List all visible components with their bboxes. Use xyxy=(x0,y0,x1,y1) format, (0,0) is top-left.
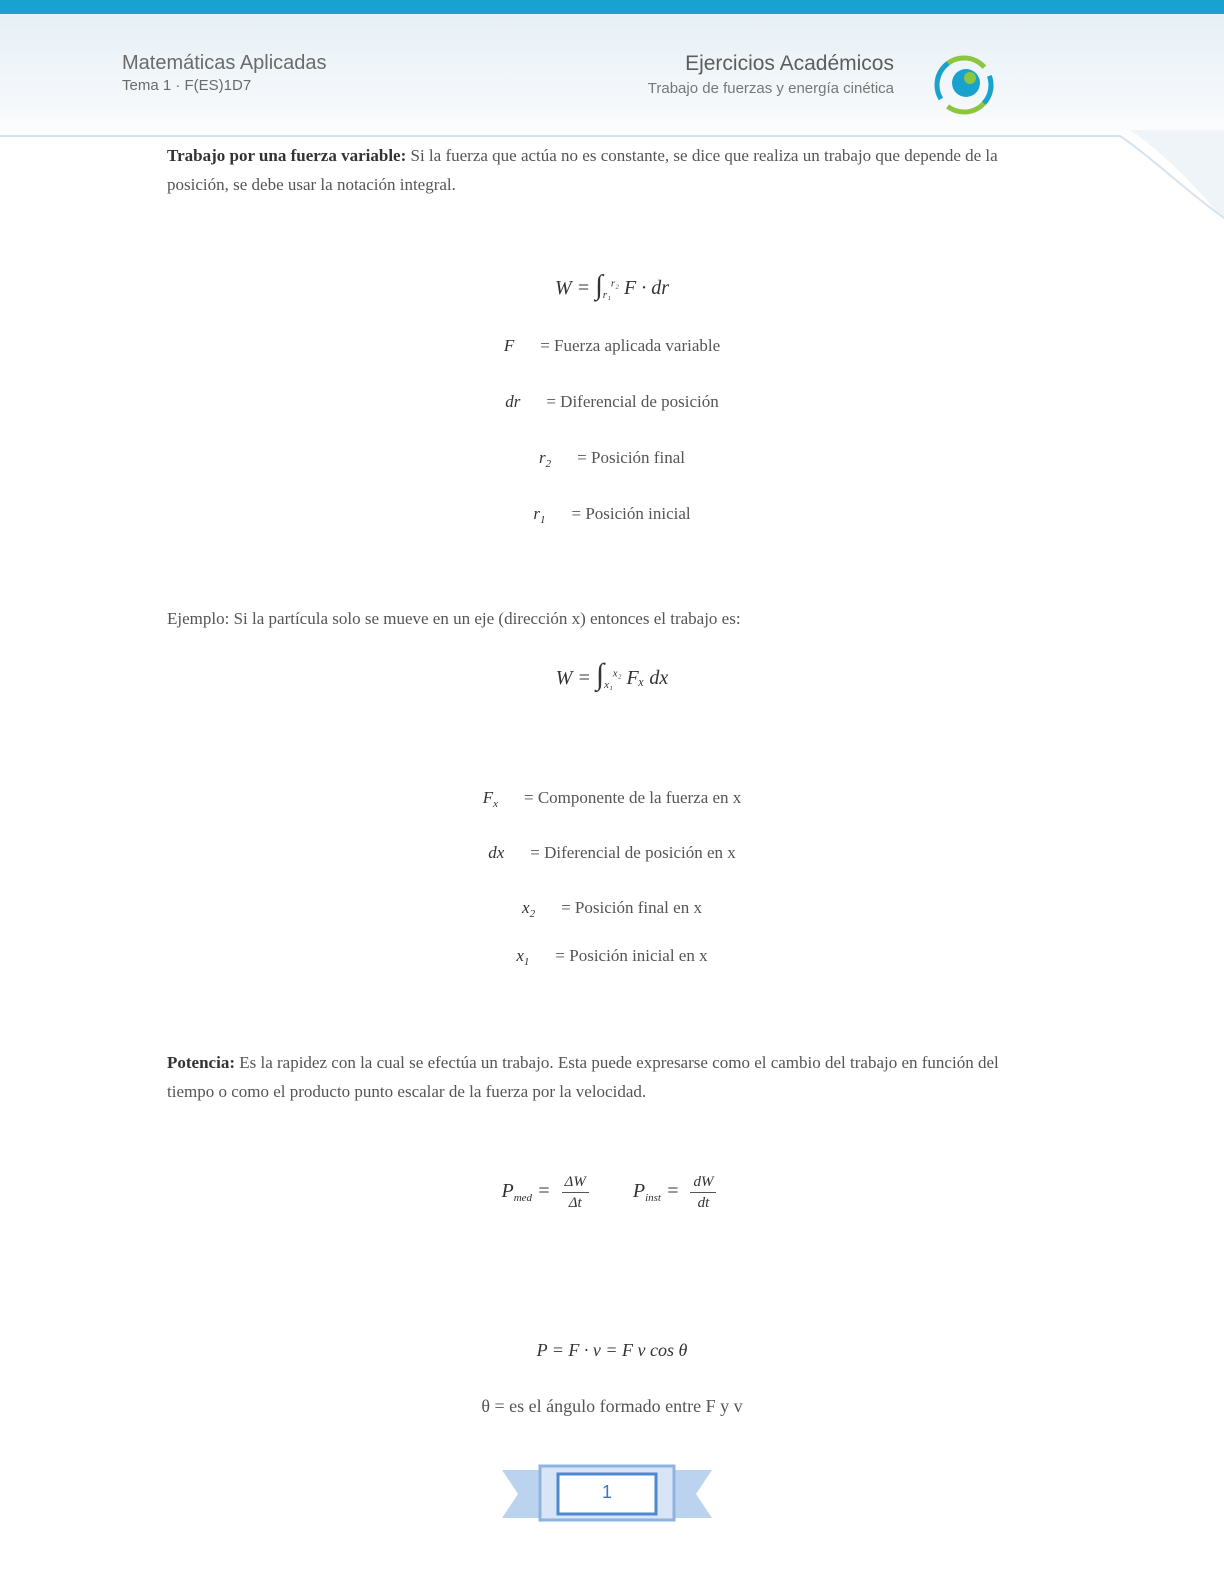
definition-item xyxy=(0,504,1224,526)
formula2-upper-limit: x₂ xyxy=(612,667,622,680)
definition-text: = Componente de la fuerza en x xyxy=(524,788,742,807)
definition-text: = Fuerza aplicada variable xyxy=(540,336,721,355)
potencia-paragraph xyxy=(167,1048,1037,1106)
definition-text: = Diferencial de posición xyxy=(546,392,719,411)
power-inst-fraction: $\frac{dW}{dt}$ xyxy=(690,1172,716,1213)
top-accent-bar xyxy=(0,0,1224,14)
definition-item xyxy=(0,448,1224,470)
document-title-block xyxy=(648,52,894,97)
definition-symbol: F xyxy=(503,336,515,355)
definition-text: = Posición inicial en x xyxy=(555,946,708,965)
definition-item xyxy=(0,898,1224,920)
formula-power xyxy=(0,1172,1224,1213)
document-subtitle: Trabajo de fuerzas y energía cinética xyxy=(647,80,894,97)
definition-item xyxy=(0,336,1224,356)
formula1-body: F · dr xyxy=(619,277,670,299)
definition-symbol: dx xyxy=(488,843,505,862)
formula1-lhs: W = xyxy=(554,277,596,299)
power-avg-fraction: $\frac{\Delta W}{\Delta t}$ xyxy=(562,1172,589,1213)
intro-paragraph xyxy=(167,141,1037,199)
formula-power-dot: P = F · v = F v cos θ xyxy=(536,1340,688,1360)
page-header xyxy=(0,14,1224,146)
intro-text: Si la fuerza que actúa no es constante, se dice que realiza un trabajo que depende de la posición, se debe usar la notación integral. xyxy=(167,146,998,194)
integral-icon: ∫ xyxy=(595,270,603,301)
definition-symbol: $F_x$ xyxy=(482,788,498,810)
example-paragraph: Ejemplo: Si la partícula solo se mueve en un eje (dirección x) entonces el trabajo es: xyxy=(167,609,741,628)
page-number: 1 xyxy=(601,1482,612,1502)
course-name: Matemáticas Aplicadas xyxy=(122,52,327,74)
page-number-badge xyxy=(500,1462,714,1528)
formula2-body: Fₓ dx xyxy=(621,667,669,689)
definition-symbol: $r_1$ xyxy=(533,504,546,526)
formula2-lhs: W = xyxy=(555,667,596,689)
formula-work-variable xyxy=(0,270,1224,302)
definition-text: = Posición final xyxy=(577,448,685,467)
integral-icon: ∫ xyxy=(595,658,605,691)
definition-text: = Posición final en x xyxy=(561,898,702,917)
definition-item xyxy=(0,946,1224,968)
definition-text: = Diferencial de posición en x xyxy=(530,843,736,862)
definition-item xyxy=(0,788,1224,810)
power-inst-label: $P_{inst}$ = xyxy=(632,1180,680,1205)
definition-item xyxy=(0,843,1224,863)
definition-symbol: $x_2$ xyxy=(522,898,536,920)
definition-item xyxy=(0,392,1224,412)
definition-text: = Posición inicial xyxy=(571,504,691,523)
power-avg-label: $P_{med}$ = xyxy=(501,1180,551,1205)
definition-symbol: $r_2$ xyxy=(539,448,552,470)
definition-symbol: $x_1$ xyxy=(516,946,530,968)
course-info xyxy=(122,52,327,94)
definition-symbol: dr xyxy=(505,392,521,411)
formula2-lower-limit: x₁ xyxy=(604,679,613,691)
course-code: Tema 1 · F(ES)1D7 xyxy=(122,77,252,94)
angle-definition: θ = es el ángulo formado entre F y v xyxy=(481,1396,743,1416)
institution-logo-icon xyxy=(928,52,1000,118)
formula1-upper-limit: r₂ xyxy=(610,277,620,290)
formula1-lower-limit: r₁ xyxy=(602,289,611,301)
intro-bold-label: Trabajo por una fuerza variable: xyxy=(167,146,407,165)
potencia-text: Es la rapidez con la cual se efectúa un trabajo. Esta puede expresarse como el cambio del trabajo en función del tiempo o como el producto punto escalar de la fuerza por la velocidad. xyxy=(167,1053,999,1101)
document-title: Ejercicios Académicos xyxy=(685,52,894,75)
potencia-bold-label: Potencia: xyxy=(167,1053,235,1072)
formula-work-axis xyxy=(0,658,1224,692)
